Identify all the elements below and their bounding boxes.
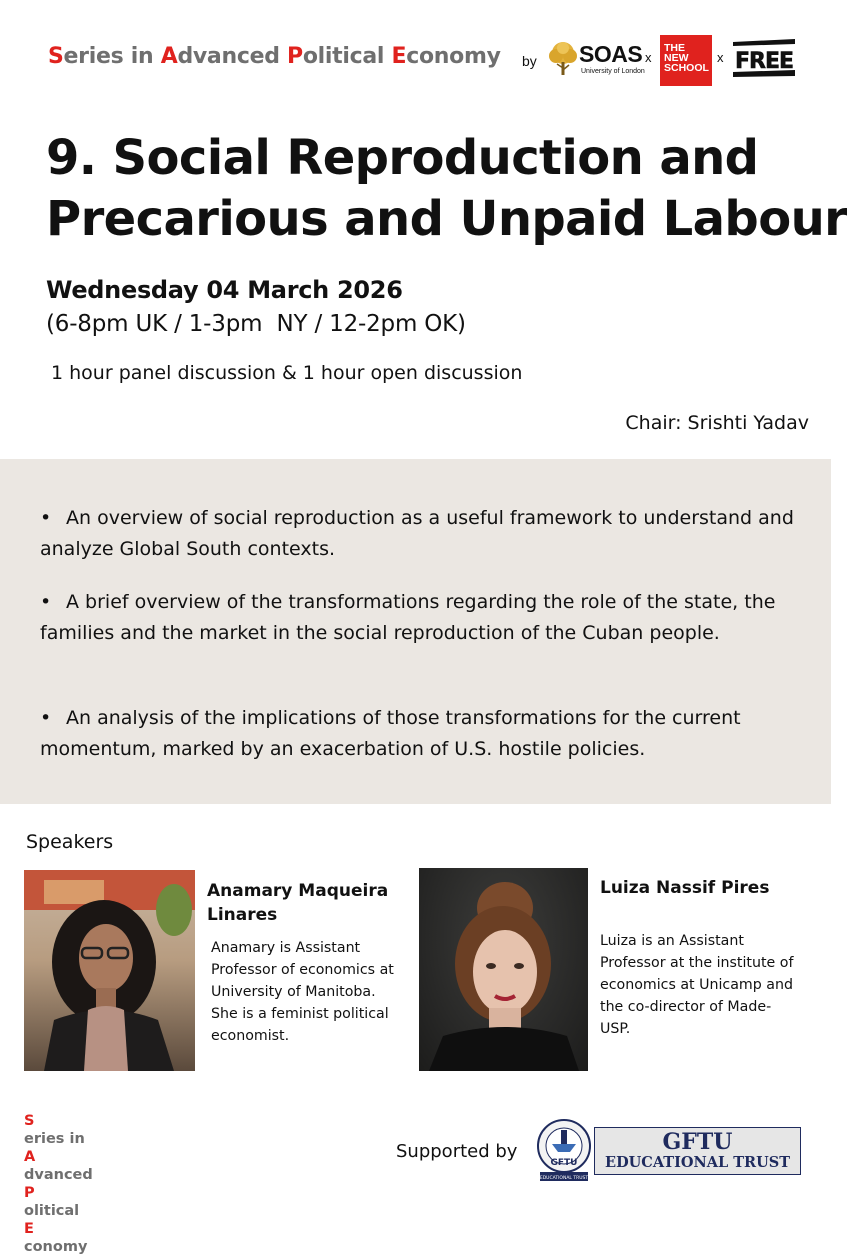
soas-name: SOAS [579, 41, 643, 67]
series-word-rest: dvanced [177, 44, 288, 69]
bullet-dot: • [40, 707, 52, 729]
speakers-heading: Speakers [26, 831, 114, 853]
event-title-line: 9. Social Reproduction and [46, 130, 759, 186]
series-initial-a: A [160, 44, 178, 69]
separator-x: x [717, 50, 724, 65]
summary-bullet [40, 587, 820, 649]
by-label: by [522, 53, 537, 69]
footer-series-line [24, 1220, 93, 1256]
footer-word-rest: eries in [24, 1131, 85, 1147]
separator-x: x [645, 50, 652, 65]
speaker-photo-anamary [24, 870, 195, 1071]
free-logo-text: FREE [734, 49, 794, 74]
speaker-name-line: Luiza Nassif Pires [600, 878, 770, 898]
series-title [48, 44, 501, 69]
footer-series-line [24, 1148, 93, 1184]
bullet-text: A brief overview of the transformations regarding the role of the state, the families and the market in the social reproduction of the Cuban people. [40, 591, 776, 644]
series-initial-s: S [48, 44, 64, 69]
bullet-text: An analysis of the implications of those transformations for the current momentum, marked by an exacerbation of U.S. hostile policies. [40, 707, 741, 760]
event-title [46, 128, 847, 250]
series-word-rest: olitical [302, 44, 392, 69]
gftu-logo-box [594, 1127, 801, 1175]
series-initial-p: P [287, 44, 303, 69]
new-school-line: SCHOOL [664, 62, 709, 74]
series-word-rest: eries in [63, 44, 161, 69]
event-format: 1 hour panel discussion & 1 hour open discussion [51, 362, 523, 384]
series-initial-e: E [391, 44, 407, 69]
gftu-subtitle: EDUCATIONAL TRUST [605, 1154, 790, 1171]
event-times: (6-8pm UK / 1-3pm NY / 12-2pm OK) [46, 311, 466, 337]
gftu-emblem-icon [534, 1118, 594, 1184]
portrait-illustration [24, 870, 195, 1071]
soas-logo [546, 40, 645, 80]
bullet-dot: • [40, 507, 52, 529]
gftu-emblem-text: GFTU [550, 1158, 578, 1168]
event-title-line: Precarious and Unpaid Labour [46, 191, 847, 247]
footer-series-line [24, 1184, 93, 1220]
new-school-line: NEW [664, 52, 689, 64]
footer-initial: E [24, 1221, 34, 1237]
gftu-title: GFTU [662, 1129, 733, 1155]
footer-word-rest: conomy [24, 1239, 88, 1255]
footer-series-logo [24, 1112, 93, 1256]
speaker-bio-luiza: Luiza is an Assistant Professor at the institute of economics at Unicamp and the co-director of Made-USP. [600, 933, 794, 1037]
series-word-rest: conomy [406, 44, 501, 69]
soas-subtitle: University of London [581, 68, 645, 75]
supported-by-label: Supported by [396, 1141, 518, 1162]
speaker-name-line: Anamary Maqueira [207, 881, 389, 901]
speaker-bio-anamary: Anamary is Assistant Professor of economics at University of Manitoba. She is a feminist political economist. [211, 940, 394, 1044]
footer-series-line [24, 1112, 93, 1148]
footer-word-rest: dvanced [24, 1167, 93, 1183]
footer-initial: P [24, 1185, 35, 1201]
footer-word-rest: olitical [24, 1203, 80, 1219]
speaker-name-anamary [207, 879, 407, 927]
tree-icon [546, 40, 580, 80]
speaker-name-luiza [600, 876, 820, 900]
portrait-illustration [419, 868, 588, 1071]
speaker-name-line: Linares [207, 905, 278, 925]
summary-bullet [40, 703, 820, 765]
bullet-dot: • [40, 591, 52, 613]
summary-bullet [40, 503, 820, 565]
free-logo [731, 36, 797, 80]
footer-initial: A [24, 1149, 36, 1165]
new-school-line: THE [664, 42, 685, 54]
gftu-emblem-banner: EDUCATIONAL TRUST [539, 1176, 589, 1181]
event-date: Wednesday 04 March 2026 [46, 276, 403, 304]
event-chair: Chair: Srishti Yadav [625, 412, 809, 434]
new-school-logo [660, 35, 712, 86]
speaker-photo-luiza [419, 868, 588, 1071]
footer-initial: S [24, 1113, 35, 1129]
bullet-text: An overview of social reproduction as a useful framework to understand and analyze Global South contexts. [40, 507, 794, 560]
